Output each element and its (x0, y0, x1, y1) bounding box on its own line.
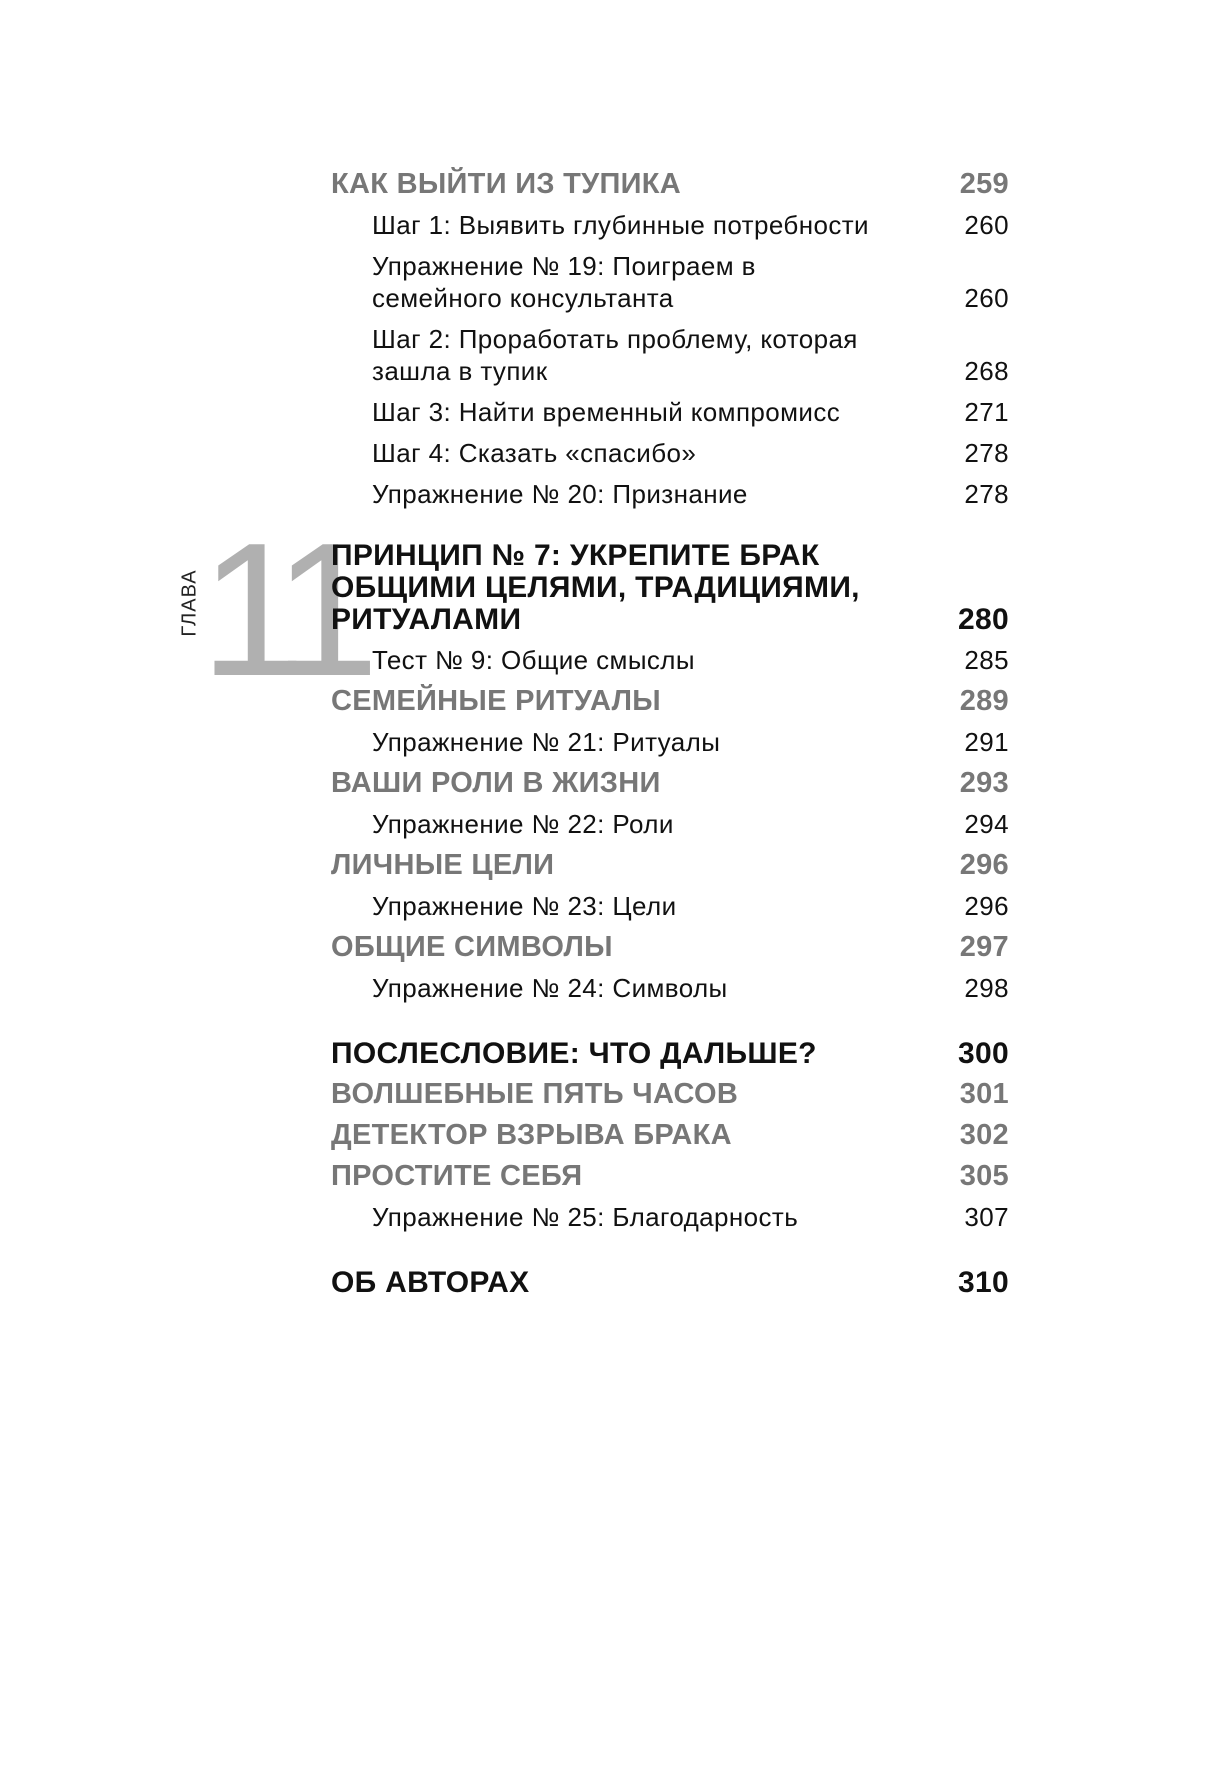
table-of-contents (331, 168, 1009, 1307)
toc-entry-title: Упражнение № 21: Ритуалы (372, 727, 721, 757)
toc-entry-page: 300 (958, 1037, 1009, 1070)
toc-entry-page: 296 (964, 891, 1009, 921)
toc-entry-page: 297 (959, 931, 1009, 963)
chapter-number: 11 (200, 504, 362, 716)
toc-entry-page: 285 (964, 645, 1009, 675)
toc-entry-page: 260 (964, 283, 1009, 313)
chapter-label: ГЛАВА (178, 569, 201, 637)
toc-entry-title: Упражнение № 25: Благодарность (372, 1202, 799, 1232)
toc-entry-title: Шаг 2: Проработать проблему, которая зашла в тупик (372, 324, 858, 386)
toc-entry-section[interactable] (331, 849, 1009, 882)
toc-entry-page: 302 (959, 1119, 1009, 1151)
toc-entry-page: 260 (964, 210, 1009, 240)
toc-entry-section[interactable] (331, 685, 1009, 718)
toc-entry-title: Шаг 3: Найти временный компромисс (372, 397, 841, 427)
toc-entry-page: 293 (959, 767, 1009, 799)
toc-entry-sub[interactable] (331, 890, 1009, 922)
toc-entry-sub[interactable] (331, 478, 1009, 510)
toc-entry-chapter[interactable] (331, 1038, 1009, 1070)
toc-entry-page: 298 (964, 973, 1009, 1003)
toc-entry-title: ПОСЛЕСЛОВИЕ: ЧТО ДАЛЬШЕ? (331, 1037, 817, 1070)
toc-entry-sub[interactable] (331, 972, 1009, 1004)
toc-entry-title: Упражнение № 19: Поиграем в семейного консультанта (372, 251, 756, 313)
toc-entry-page: 296 (959, 849, 1009, 881)
toc-entry-section[interactable] (331, 931, 1009, 964)
toc-entry-title: ОБЩИЕ СИМВОЛЫ (331, 931, 613, 963)
toc-entry-title: ДЕТЕКТОР ВЗРЫВА БРАКА (331, 1119, 732, 1151)
toc-entry-sub[interactable] (331, 1201, 1009, 1233)
toc-entry-title: ВОЛШЕБНЫЕ ПЯТЬ ЧАСОВ (331, 1078, 739, 1110)
toc-entry-section[interactable] (331, 767, 1009, 800)
toc-entry-section[interactable] (331, 1119, 1009, 1152)
toc-entry-title: ПРОСТИТЕ СЕБЯ (331, 1160, 583, 1192)
toc-entry-sub[interactable] (331, 396, 1009, 428)
toc-entry-title: Упражнение № 22: Роли (372, 809, 674, 839)
toc-entry-title: Тест № 9: Общие смыслы (372, 645, 695, 675)
toc-entry-title: ОБ АВТОРАХ (331, 1266, 530, 1299)
toc-entry-chapter[interactable] (331, 1267, 1009, 1299)
toc-entry-title: ЛИЧНЫЕ ЦЕЛИ (331, 849, 555, 881)
toc-entry-page: 289 (959, 685, 1009, 717)
toc-entry-title: ВАШИ РОЛИ В ЖИЗНИ (331, 767, 661, 799)
toc-entry-page: 301 (959, 1078, 1009, 1110)
toc-entry-page: 291 (964, 727, 1009, 757)
toc-entry-sub[interactable] (331, 808, 1009, 840)
toc-entry-page: 305 (959, 1160, 1009, 1192)
toc-entry-page: 307 (964, 1202, 1009, 1232)
toc-entry-title: КАК ВЫЙТИ ИЗ ТУПИКА (331, 168, 682, 200)
toc-entry-section[interactable] (331, 1160, 1009, 1193)
toc-entry-page: 259 (959, 168, 1009, 200)
chapter-marker (170, 504, 362, 716)
toc-entry-section[interactable] (331, 168, 1009, 201)
toc-entry-title: Упражнение № 23: Цели (372, 891, 677, 921)
toc-entry-sub[interactable] (331, 644, 1009, 676)
toc-entry-title: ПРИНЦИП № 7: УКРЕПИТЕ БРАК ОБЩИМИ ЦЕЛЯМИ, ТРАДИЦИЯМИ, РИТУАЛАМИ (331, 539, 860, 636)
toc-entry-page: 271 (964, 397, 1009, 427)
toc-entry-page: 280 (958, 603, 1009, 636)
toc-entry-title: Шаг 4: Сказать «спасибо» (372, 438, 697, 468)
toc-entry-title: СЕМЕЙНЫЕ РИТУАЛЫ (331, 685, 661, 717)
toc-entry-sub[interactable] (331, 726, 1009, 758)
toc-entry-title: Упражнение № 20: Признание (372, 479, 748, 509)
toc-entry-sub[interactable] (331, 437, 1009, 469)
toc-entry-page: 294 (964, 809, 1009, 839)
toc-entry-chapter[interactable] (331, 540, 1009, 636)
toc-entry-sub[interactable] (331, 323, 1009, 387)
toc-entry-page: 268 (964, 356, 1009, 386)
toc-entry-sub[interactable] (331, 250, 1009, 314)
toc-entry-title: Шаг 1: Выявить глубинные потребности (372, 210, 869, 240)
toc-entry-section[interactable] (331, 1078, 1009, 1111)
toc-entry-page: 278 (964, 438, 1009, 468)
toc-entry-page: 278 (964, 479, 1009, 509)
toc-entry-page: 310 (958, 1266, 1009, 1299)
toc-entry-title: Упражнение № 24: Символы (372, 973, 728, 1003)
toc-entry-sub[interactable] (331, 209, 1009, 241)
